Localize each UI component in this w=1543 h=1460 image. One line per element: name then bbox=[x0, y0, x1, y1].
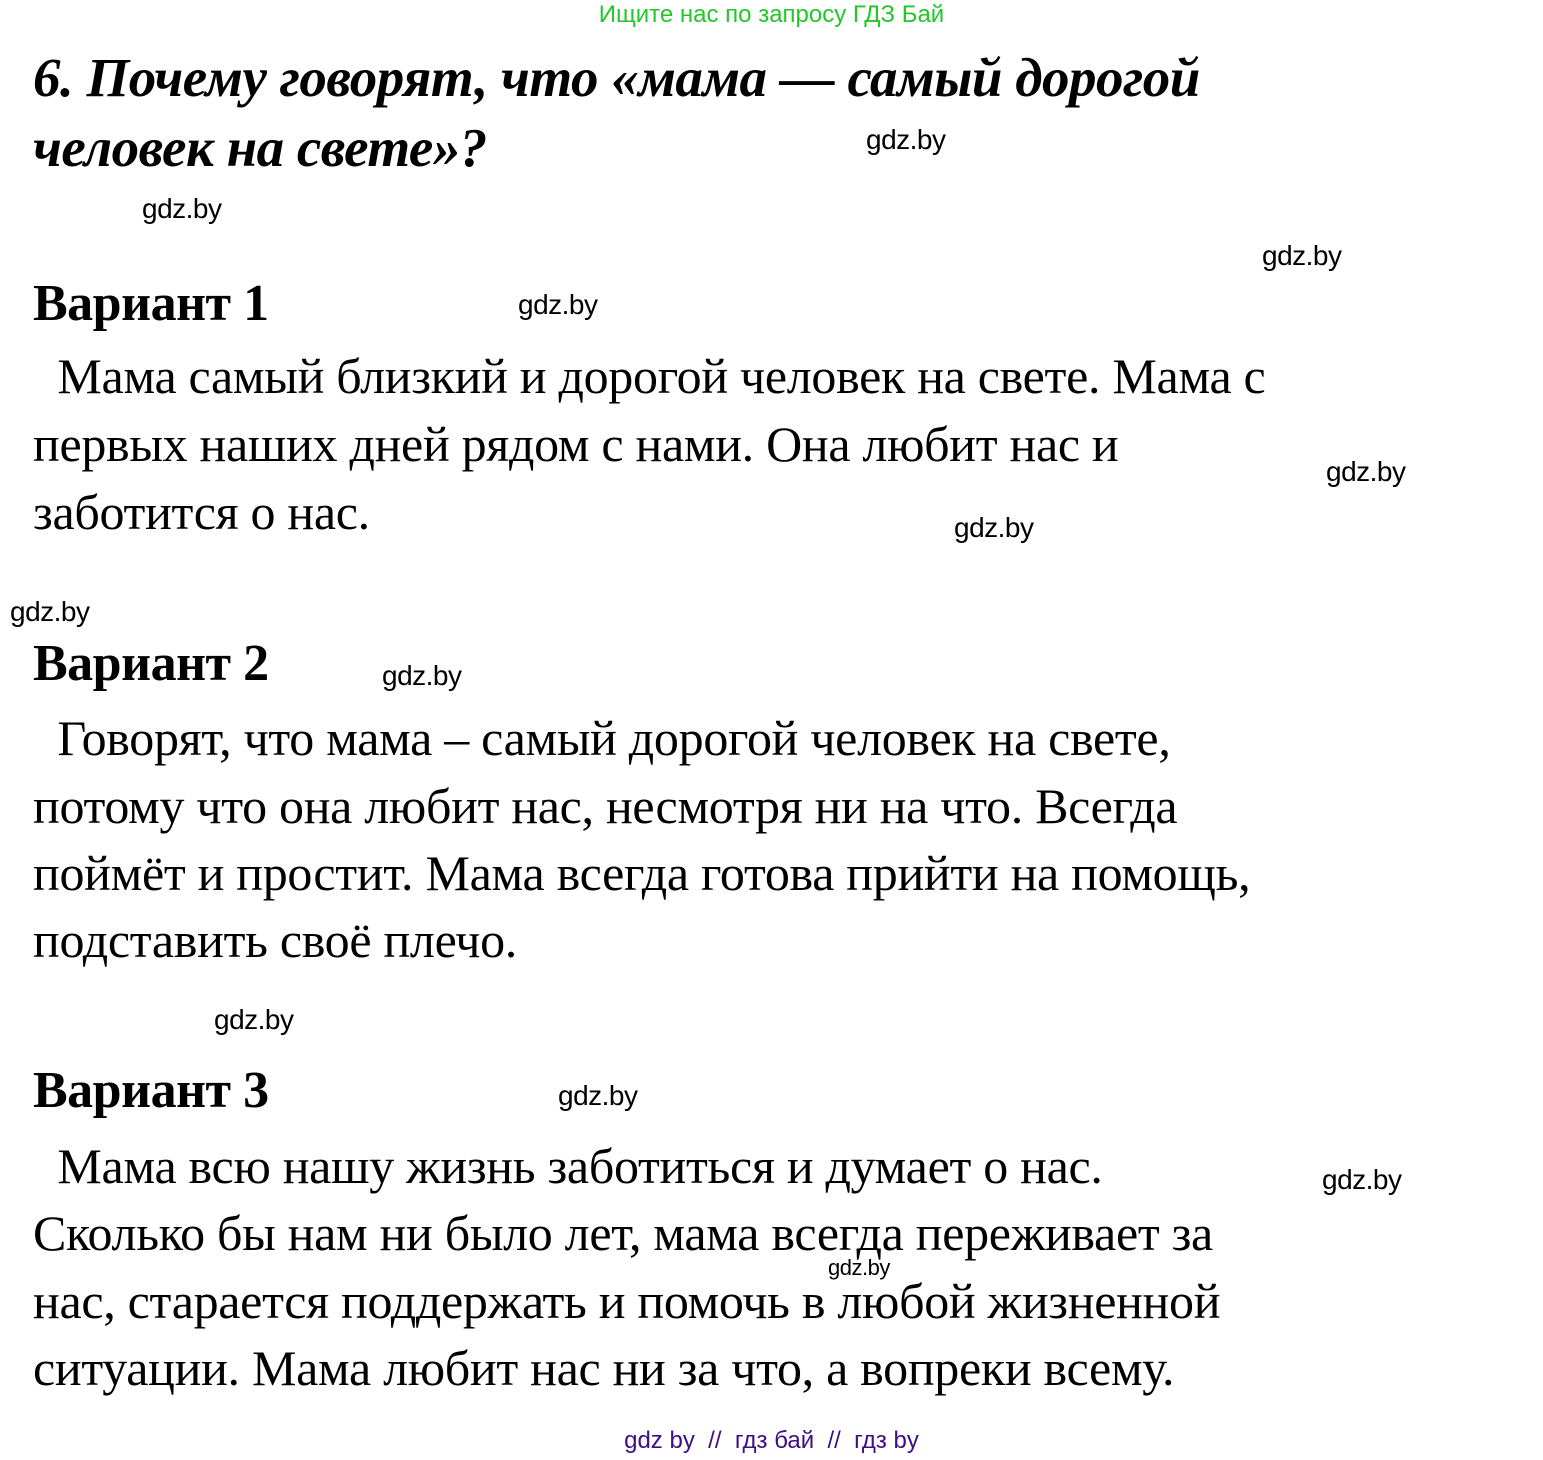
watermark: gdz.by bbox=[214, 1004, 294, 1035]
watermark: gdz.by bbox=[10, 596, 90, 627]
watermark: gdz.by bbox=[1322, 1164, 1402, 1195]
variant-2-text-line: потому что она любит нас, несмотря ни на что. Всегда bbox=[33, 778, 1178, 834]
variant-2-text-line: Говорят, что мама – самый дорогой человек на свете, bbox=[33, 710, 1171, 766]
footer-separator: // bbox=[694, 1427, 735, 1454]
watermark: gdz.by bbox=[1326, 456, 1406, 487]
watermark: gdz.by bbox=[382, 660, 462, 691]
variant-3-text-line: нас, старается поддержать и помочь в любой жизненной bbox=[33, 1273, 1221, 1329]
variant-1-heading: Вариант 1 bbox=[33, 275, 269, 332]
watermark: gdz.by bbox=[828, 1255, 890, 1280]
watermark: gdz.by bbox=[518, 289, 598, 320]
variant-1-text-line: заботится о нас. bbox=[33, 484, 370, 540]
watermark: gdz.by bbox=[1262, 240, 1342, 271]
variant-1-text-line: первых наших дней рядом с нами. Она любит нас и bbox=[33, 416, 1119, 472]
question-title-line-1: 6. Почему говорят, что «мама — самый дорогой bbox=[33, 47, 1200, 108]
variant-3-text-line: ситуации. Мама любит нас ни за что, а вопреки всему. bbox=[33, 1340, 1175, 1396]
footer-link-gdz-bai[interactable]: гдз бай bbox=[734, 1427, 815, 1454]
footer-separator: // bbox=[814, 1427, 855, 1454]
variant-3-heading: Вариант 3 bbox=[33, 1062, 269, 1119]
footer-links bbox=[0, 1427, 1543, 1455]
variant-2-heading: Вариант 2 bbox=[33, 635, 269, 692]
watermark: gdz.by bbox=[866, 124, 946, 155]
question-title-line-2: человек на свете»? bbox=[33, 117, 487, 178]
search-hint-banner: Ищите нас по запросу ГДЗ Бай bbox=[598, 1, 945, 28]
variant-3-text-line: Мама всю нашу жизнь заботиться и думает о нас. bbox=[33, 1138, 1103, 1194]
variant-2-text-line: подставить своё плечо. bbox=[33, 912, 517, 968]
variant-1-text-line: Мама самый близкий и дорогой человек на свете. Мама с bbox=[33, 348, 1266, 404]
footer-link-gdz-by[interactable]: gdz by bbox=[624, 1427, 695, 1454]
watermark: gdz.by bbox=[954, 512, 1034, 543]
watermark: gdz.by bbox=[558, 1080, 638, 1111]
watermark: gdz.by bbox=[142, 193, 222, 224]
variant-3-text-line: Сколько бы нам ни было лет, мама всегда переживает за bbox=[33, 1205, 1213, 1261]
variant-2-text-line: поймёт и простит. Мама всегда готова прийти на помощь, bbox=[33, 845, 1251, 901]
footer-link-gdz-by-cyr[interactable]: гдз by bbox=[854, 1427, 919, 1454]
